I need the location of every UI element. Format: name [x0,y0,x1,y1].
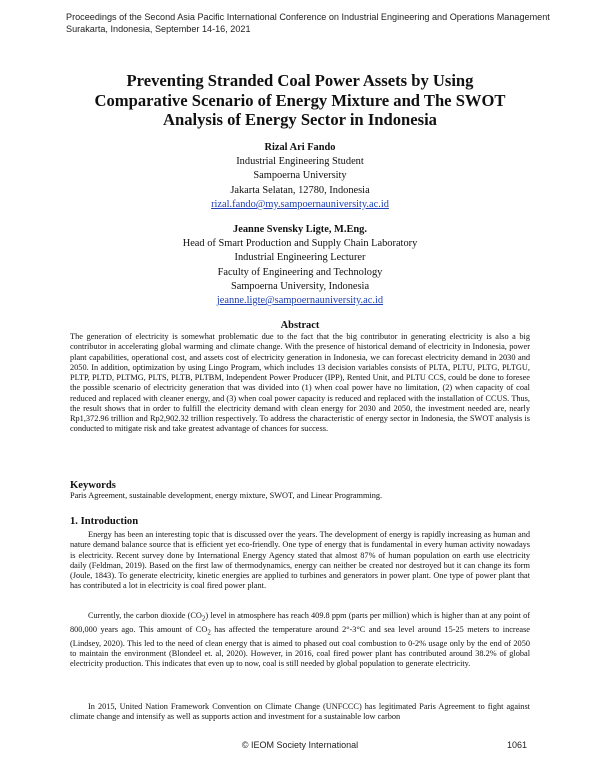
co2-subscript: 2 [207,629,211,637]
p2-text-end: has affected the temperature around 2°-3°C and sea level around 15-25 meters to increase (Lindsey, 2020). This led to the need of clean energy that is aimed to phased out coal combustion to 0-2% usage only by the end of 2050 to maintain the environment (Blondeel et. al, 2020). However, in 2016, coal fired power plant has contributed around 38.2% of global electricity production. This indicates that even up to now, coal is still needed by global population to generate electricity. [70,624,530,669]
author-email-link[interactable]: jeanne.ligte@sampoernauniversity.ac.id [216,295,384,307]
title-line-2: Comparative Scenario of Energy Mixture and The SWOT [94,90,506,110]
co2-subscript: 2 [201,615,206,623]
introduction-paragraph-2 [70,611,530,670]
author-block-2 [40,223,560,308]
introduction-paragraph-1: Energy has been an interesting topic that is discussed over the years. The development of energy is rapidly increasing as human and nature demand balance source that is efficient yet eco-friendly. One type of energy that is fundamental in every human activity nowadays is electricity. Recent survey done by International Energy Agency stated that almost 87% of human population on earth use electricity daily (Feldman, 2019). Based on the first law of thermodynamics, energy can neither be created nor destroyed but it can change its form (Joule, 1843). To generate electricity, kinetic energies are applied to turbines and generators in power plant. One type of power plant that has contributed a lot in electricity is coal fired power plant. [70,530,530,591]
title-line-1: Preventing Stranded Coal Power Assets by Using [126,71,474,90]
author-email-link[interactable]: rizal.fando@my.sampoernauniversity.ac.id [211,198,389,210]
abstract-heading: Abstract [280,320,320,331]
keywords-text: Paris Agreement, sustainable development, energy mixture, SWOT, and Linear Programming. [70,491,383,500]
introduction-paragraph-3: In 2015, United Nation Framework Convention on Climate Change (UNFCCC) has legitimated Paris Agreement to fight against climate change and intensify as well as supports action and investment for a sustainable low carbon [70,702,530,722]
author-affiliation: Sampoerna University, Indonesia [230,280,370,292]
author-affiliation: Sampoerna University [253,170,347,182]
p2-text-middle: ) level in atmosphere has reach 409.8 ppm (parts per million) which is higher than at any point of 800,000 years ago. This amount of CO [70,611,530,634]
author-name: Jeanne Svensky Ligte, M.Eng. [233,224,367,235]
proceedings-header [66,11,596,35]
footer-copyright: © IEOM Society International [241,740,359,750]
author-block-1 [40,141,560,212]
author-role: Industrial Engineering Student [236,156,364,168]
header-conference: Proceedings of the Second Asia Pacific International Conference on Industrial Engineering and Operations Management [66,12,550,22]
title-line-3: Analysis of Energy Sector in Indonesia [163,110,437,129]
author-faculty: Faculty of Engineering and Technology [217,266,383,278]
keywords-heading: Keywords [70,480,116,491]
p2-text-start: Currently, the carbon dioxide (CO [88,611,202,620]
author-role-secondary: Industrial Engineering Lecturer [234,252,366,264]
abstract-text: The generation of electricity is somewhat problematic due to the fact that the big contributor in generating electricity is also a big contributor in accelerating global warming and climate change. With the presence of historical demand of electricity in Indonesia, power plant capabilities, operational cost, and assets cost of electricity generation in Indonesia, we can forecast electricity demand in 2030 and 2050. In addition, optimization by using Lingo Program, which includes 13 decision variables consists of PLTA, PLTU, PLTG, PLTGU, PLTP, PLTD, PLTMG, PLTS, PLTB, PLTBM, Independent Power Producer (IPP), Rented Unit, and PLTU CCS, could be done to foresee the possible scenario of electricity generation that was divided into (1) when coal power have no limitation, (2) when capacity of coal reduced and replaced with cleaner energy, and (3) when coal power capacity is reduced and replaced with the installation of CCUS. Thus, the result shows that in order to fulfill the electricity demand with clean energy for 2030 and 2050, the investment needed are, nearly Rp1,372.96 trillion and Rp2,902.32 trillion respectively. To address the characteristic of energy sector in Indonesia, the SWOT analysis is conducted to mitigate risk and take greatest advantage of chances for success. [70,332,530,434]
author-name: Rizal Ari Fando [264,142,336,153]
author-role: Head of Smart Production and Supply Chain Laboratory [182,238,418,250]
header-location-date: Surakarta, Indonesia, September 14-16, 2021 [66,24,251,34]
footer-page-number: 1061 [507,740,528,750]
introduction-heading: 1. Introduction [70,516,139,527]
paper-title [60,71,540,130]
author-address: Jakarta Selatan, 12780, Indonesia [230,184,370,196]
